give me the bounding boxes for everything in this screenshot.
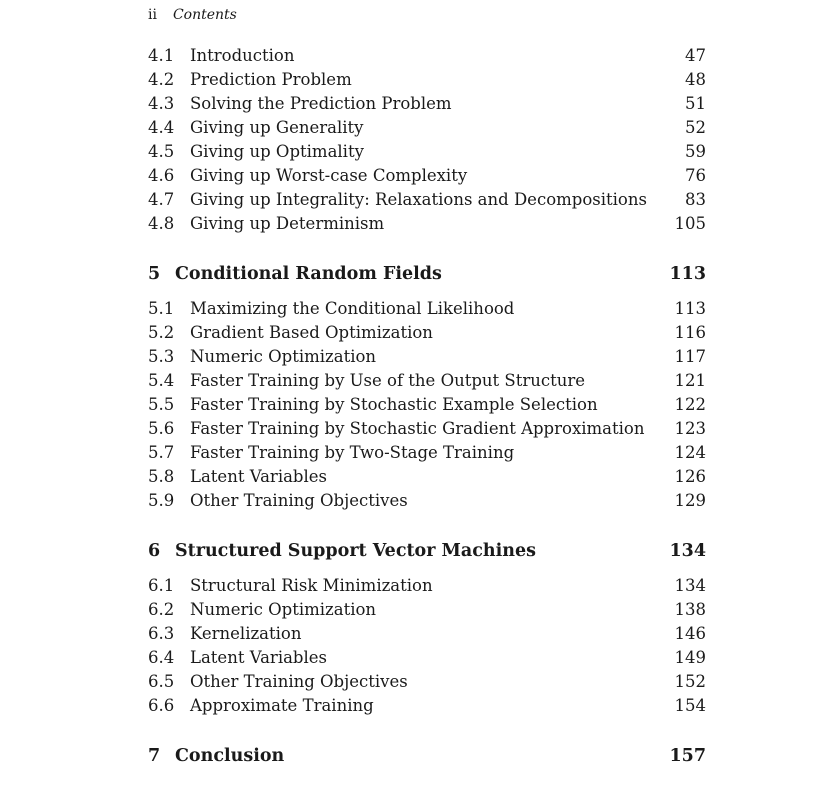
section-title: Other Training Objectives <box>190 491 408 510</box>
toc-section-entry[interactable] <box>148 321 706 345</box>
section-title: Giving up Integrality: Relaxations and Decompositions <box>190 190 647 209</box>
toc-section-entry[interactable] <box>148 489 706 513</box>
section-num: 4.4 <box>148 118 175 137</box>
section-title: Approximate Training <box>190 696 374 715</box>
section-title: Giving up Worst-case Complexity <box>190 166 468 185</box>
toc-section-entry[interactable] <box>148 646 706 670</box>
section-title: Maximizing the Conditional Likelihood <box>190 299 515 318</box>
chapter-page: 157 <box>669 746 706 766</box>
section-page: 76 <box>685 166 706 185</box>
toc-section-entry[interactable] <box>148 345 706 369</box>
section-page: 121 <box>674 371 706 390</box>
toc-section-entry[interactable] <box>148 441 706 465</box>
section-page: 123 <box>674 419 706 438</box>
section-page: 116 <box>674 323 706 342</box>
section-title: Latent Variables <box>190 648 328 667</box>
section-page: 152 <box>674 672 706 691</box>
section-num: 6.3 <box>148 624 175 643</box>
toc-section-entry[interactable] <box>148 393 706 417</box>
toc-section-entry[interactable] <box>148 369 706 393</box>
toc-section-entry[interactable] <box>148 92 706 116</box>
toc-section-entry[interactable] <box>148 212 706 236</box>
table-of-contents <box>148 44 706 769</box>
section-num: 5.7 <box>148 443 175 462</box>
section-num: 5.5 <box>148 395 175 414</box>
section-page: 117 <box>674 347 706 366</box>
section-page: 47 <box>685 46 706 65</box>
chapter-num: 7 <box>148 746 161 766</box>
chapter-title: Conditional Random Fields <box>175 264 442 284</box>
toc-section-entry[interactable] <box>148 188 706 212</box>
section-num: 6.6 <box>148 696 175 715</box>
section-num: 5.8 <box>148 467 175 486</box>
toc-section-entry[interactable] <box>148 622 706 646</box>
section-page: 105 <box>674 214 706 233</box>
section-title: Giving up Generality <box>190 118 364 137</box>
chapter-title: Structured Support Vector Machines <box>175 541 536 561</box>
section-title: Giving up Determinism <box>190 214 385 233</box>
chapter-num: 6 <box>148 541 161 561</box>
chapter-title: Conclusion <box>175 746 285 766</box>
section-num: 5.2 <box>148 323 175 342</box>
section-num: 5.3 <box>148 347 175 366</box>
section-title: Kernelization <box>190 624 302 643</box>
section-page: 52 <box>685 118 706 137</box>
section-num: 6.1 <box>148 576 175 595</box>
section-num: 4.5 <box>148 142 175 161</box>
section-page: 122 <box>674 395 706 414</box>
section-num: 4.1 <box>148 46 175 65</box>
section-page: 129 <box>674 491 706 510</box>
section-title: Giving up Optimality <box>190 142 364 161</box>
section-num: 6.4 <box>148 648 175 667</box>
section-num: 5.6 <box>148 419 175 438</box>
running-head <box>148 7 237 23</box>
toc-section-entry[interactable] <box>148 694 706 718</box>
section-num: 5.9 <box>148 491 175 510</box>
toc-chapter-entry[interactable] <box>148 538 706 564</box>
section-title: Numeric Optimization <box>190 347 377 366</box>
section-page: 126 <box>674 467 706 486</box>
running-head-title: Contents <box>172 7 237 23</box>
section-num: 4.8 <box>148 214 175 233</box>
section-title: Faster Training by Use of the Output Structure <box>190 371 586 390</box>
chapter-page: 134 <box>669 541 706 561</box>
section-num: 4.3 <box>148 94 175 113</box>
toc-section-entry[interactable] <box>148 164 706 188</box>
chapter-page: 113 <box>669 264 706 284</box>
toc-section-entry[interactable] <box>148 670 706 694</box>
toc-chapter-entry[interactable] <box>148 743 706 769</box>
section-num: 4.7 <box>148 190 175 209</box>
section-title: Introduction <box>190 46 295 65</box>
toc-section-entry[interactable] <box>148 417 706 441</box>
section-title: Prediction Problem <box>190 70 352 89</box>
section-title: Faster Training by Stochastic Example Selection <box>190 395 598 414</box>
section-num: 4.2 <box>148 70 175 89</box>
section-num: 5.4 <box>148 371 175 390</box>
section-page: 124 <box>674 443 706 462</box>
page-folio: ii <box>148 7 157 23</box>
section-title: Solving the Prediction Problem <box>190 94 452 113</box>
toc-section-entry[interactable] <box>148 465 706 489</box>
toc-section-entry[interactable] <box>148 574 706 598</box>
chapter-num: 5 <box>148 264 161 284</box>
section-title: Faster Training by Two-Stage Training <box>190 443 515 462</box>
section-title: Numeric Optimization <box>190 600 377 619</box>
section-num: 5.1 <box>148 299 175 318</box>
section-page: 51 <box>685 94 706 113</box>
toc-section-entry[interactable] <box>148 598 706 622</box>
toc-section-entry[interactable] <box>148 116 706 140</box>
toc-section-entry[interactable] <box>148 297 706 321</box>
toc-section-entry[interactable] <box>148 68 706 92</box>
section-title: Faster Training by Stochastic Gradient Approximation <box>190 419 645 438</box>
section-num: 4.6 <box>148 166 175 185</box>
section-title: Gradient Based Optimization <box>190 323 433 342</box>
section-page: 146 <box>674 624 706 643</box>
section-page: 59 <box>685 142 706 161</box>
section-num: 6.2 <box>148 600 175 619</box>
toc-section-entry[interactable] <box>148 44 706 68</box>
section-title: Latent Variables <box>190 467 328 486</box>
toc-chapter-entry[interactable] <box>148 261 706 287</box>
section-page: 138 <box>674 600 706 619</box>
section-title: Other Training Objectives <box>190 672 408 691</box>
section-page: 149 <box>674 648 706 667</box>
toc-section-entry[interactable] <box>148 140 706 164</box>
section-page: 154 <box>674 696 706 715</box>
section-page: 134 <box>674 576 706 595</box>
section-page: 113 <box>674 299 706 318</box>
section-num: 6.5 <box>148 672 175 691</box>
section-title: Structural Risk Minimization <box>190 576 433 595</box>
section-page: 48 <box>685 70 706 89</box>
section-page: 83 <box>685 190 706 209</box>
